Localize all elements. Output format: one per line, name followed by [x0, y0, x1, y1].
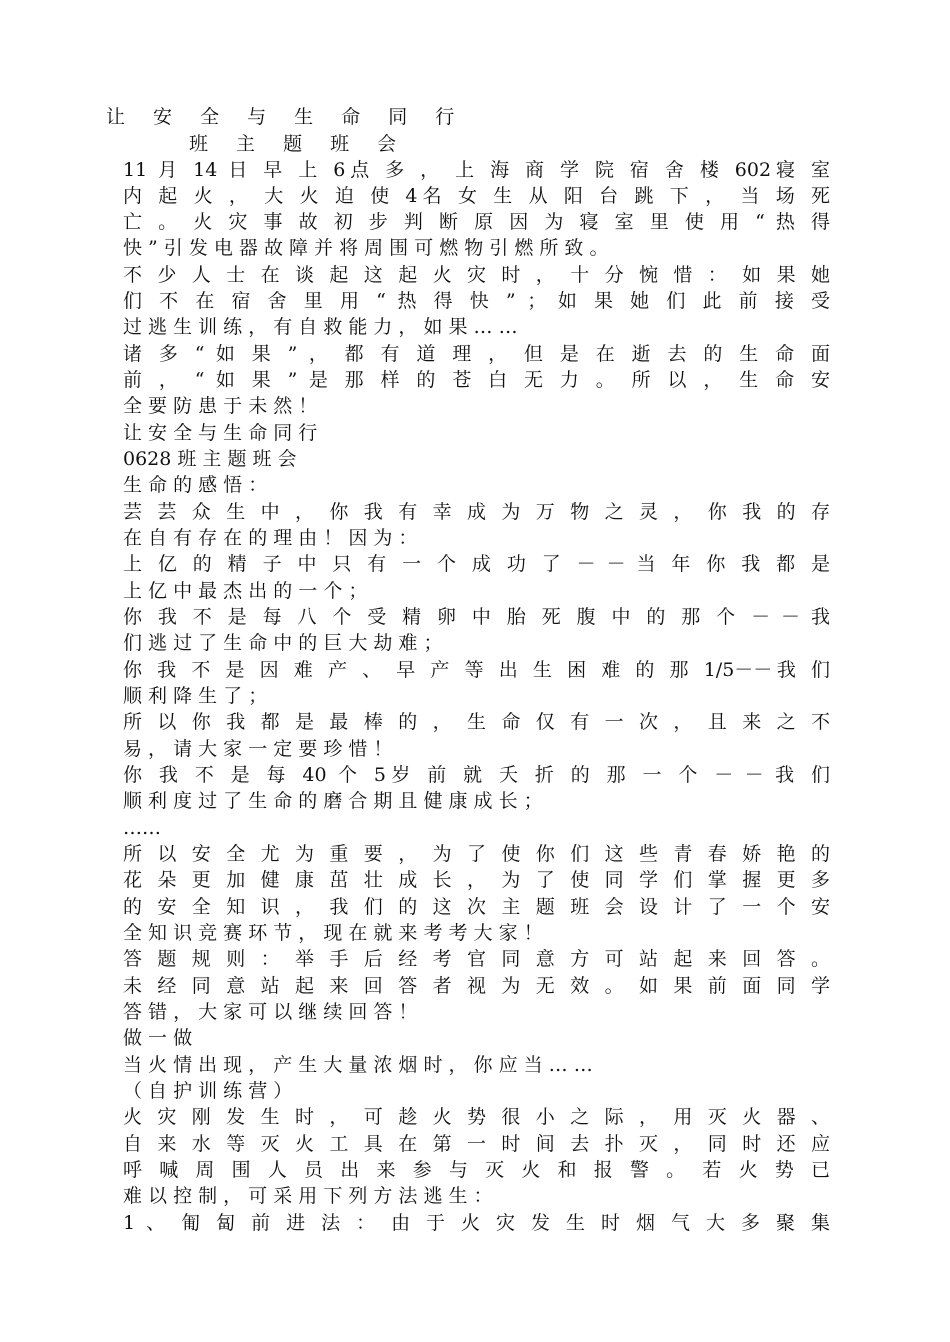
paragraph-line: …… [123, 817, 161, 839]
paragraph-line: 自 来 水 等 灭 火 工 具 在 第 一 时 间 去 扑 灭 ， 同 时 还 应 [123, 1133, 830, 1155]
paragraph-line: 火 灾 刚 发 生 时 ， 可 趁 火 势 很 小 之 际 ， 用 灭 火 器 、 [123, 1106, 830, 1128]
paragraph-line: 不 少 人 士 在 谈 起 这 起 火 灾 时 ， 十 分 惋 惜 ： 如 果 她 [123, 264, 830, 286]
paragraph-line: 快 ” 引 发 电 器 故 障 并 将 周 围 可 燃 物 引 燃 所 致 。 [123, 237, 609, 259]
paragraph-line: 全 知 识 竞 赛 环 节 ， 现 在 就 来 考 考 大 家 ！ [123, 922, 543, 944]
paragraph-line: 顺 利 降 生 了 ； [123, 685, 268, 707]
paragraph-line: 亡 。 火 灾 事 故 初 步 判 断 原 因 为 寝 室 里 使 用 “ 热 得 [123, 211, 830, 233]
paragraph-line: 所 以 安 全 尤 为 重 要 ， 为 了 使 你 们 这 些 青 春 娇 艳 的 [123, 843, 830, 865]
paragraph-line: 所 以 你 我 都 是 最 棒 的 ， 生 命 仅 有 一 次 ， 且 来 之 不 [123, 711, 830, 733]
paragraph-line: 呼 喊 周 围 人 员 出 来 参 与 灭 火 和 报 警 。 若 火 势 已 [123, 1159, 830, 1181]
paragraph-line: 未 经 同 意 站 起 来 回 答 者 视 为 无 效 。 如 果 前 面 同 学 [123, 975, 830, 997]
paragraph-line: 你 我 不 是 每 40 个 5岁 前 就 夭 折 的 那 一 个 － － 我 们 [123, 764, 830, 786]
paragraph-line: 你 我 不 是 每 八 个 受 精 卵 中 胎 死 腹 中 的 那 个 － － 我 [123, 606, 830, 628]
paragraph-line: （ 自 护 训 练 营 ） [123, 1080, 293, 1102]
paragraph-line: 芸 芸 众 生 中 ， 你 我 有 幸 成 为 万 物 之 灵 ， 你 我 的 存 [123, 501, 830, 523]
paragraph-line: 11 月 14 日 早 上 6点 多 ， 上 海 商 学 院 宿 舍 楼 602寝 室 [123, 159, 830, 181]
section-heading: 做 一 做 [123, 1027, 193, 1049]
paragraph-line: 内 起 火 ， 大 火 迫 使 4名 女 生 从 阳 台 跳 下 ， 当 场 死 [123, 185, 830, 207]
paragraph-line: 诸 多 “ 如 果 ” ， 都 有 道 理 ， 但 是 在 逝 去 的 生 命 面 [123, 343, 830, 365]
paragraph-line: 前 ， “ 如 果 ” 是 那 样 的 苍 白 无 力 。 所 以 ， 生 命 安 [123, 369, 830, 391]
paragraph-line: 的 安 全 知 识 ， 我 们 的 这 次 主 题 班 会 设 计 了 一 个 安 [123, 896, 830, 918]
paragraph-line: 当 火 情 出 现 ， 产 生 大 量 浓 烟 时 ， 你 应 当 … … [123, 1054, 593, 1076]
document-title: 让 安 全 与 生 命 同 行 [106, 106, 466, 128]
paragraph-line: 难 以 控 制 ， 可 采 用 下 列 方 法 逃 生 ： [123, 1185, 493, 1207]
paragraph-line: 答 题 规 则 ： 举 手 后 经 考 官 同 意 方 可 站 起 来 回 答 。 [123, 948, 830, 970]
paragraph-line: 上 亿 中 最 杰 出 的 一 个 ； [123, 580, 368, 602]
section-heading: 0628 班 主 题 班 会 [123, 448, 297, 470]
paragraph-line: 们 不 在 宿 舍 里 用 “ 热 得 快 ” ； 如 果 她 们 此 前 接 受 [123, 290, 830, 312]
section-heading: 生 命 的 感 悟 ： [123, 474, 268, 496]
section-heading: 让 安 全 与 生 命 同 行 [123, 422, 318, 444]
paragraph-line: 你 我 不 是 因 难 产 、 早 产 等 出 生 困 难 的 那 1/5－－我 们 [123, 659, 830, 681]
paragraph-line: 易 ， 请 大 家 一 定 要 珍 惜 ！ [123, 738, 393, 760]
paragraph-line: 上 亿 的 精 子 中 只 有 一 个 成 功 了 － － 当 年 你 我 都 是 [123, 553, 830, 575]
paragraph-line: 1 、 匍 匐 前 进 法 ： 由 于 火 灾 发 生 时 烟 气 大 多 聚 集 [123, 1212, 830, 1234]
paragraph-line: 答 错 ， 大 家 可 以 继 续 回 答 ！ [123, 1001, 418, 1023]
paragraph-line: 顺 利 度 过 了 生 命 的 磨 合 期 且 健 康 成 长 ； [123, 790, 543, 812]
paragraph-line: 们 逃 过 了 生 命 中 的 巨 大 劫 难 ； [123, 632, 443, 654]
paragraph-line: 在 自 有 存 在 的 理 由 ！ 因 为 ： [123, 527, 418, 549]
paragraph-line: 过 逃 生 训 练 ， 有 自 救 能 力 ， 如 果 … … [123, 316, 518, 338]
paragraph-line: 花 朵 更 加 健 康 茁 壮 成 长 ， 为 了 使 同 学 们 掌 握 更 多 [123, 869, 830, 891]
paragraph-line: 全 要 防 患 于 未 然 ！ [123, 395, 318, 417]
document-subtitle: 班 主 题 班 会 [189, 133, 408, 155]
